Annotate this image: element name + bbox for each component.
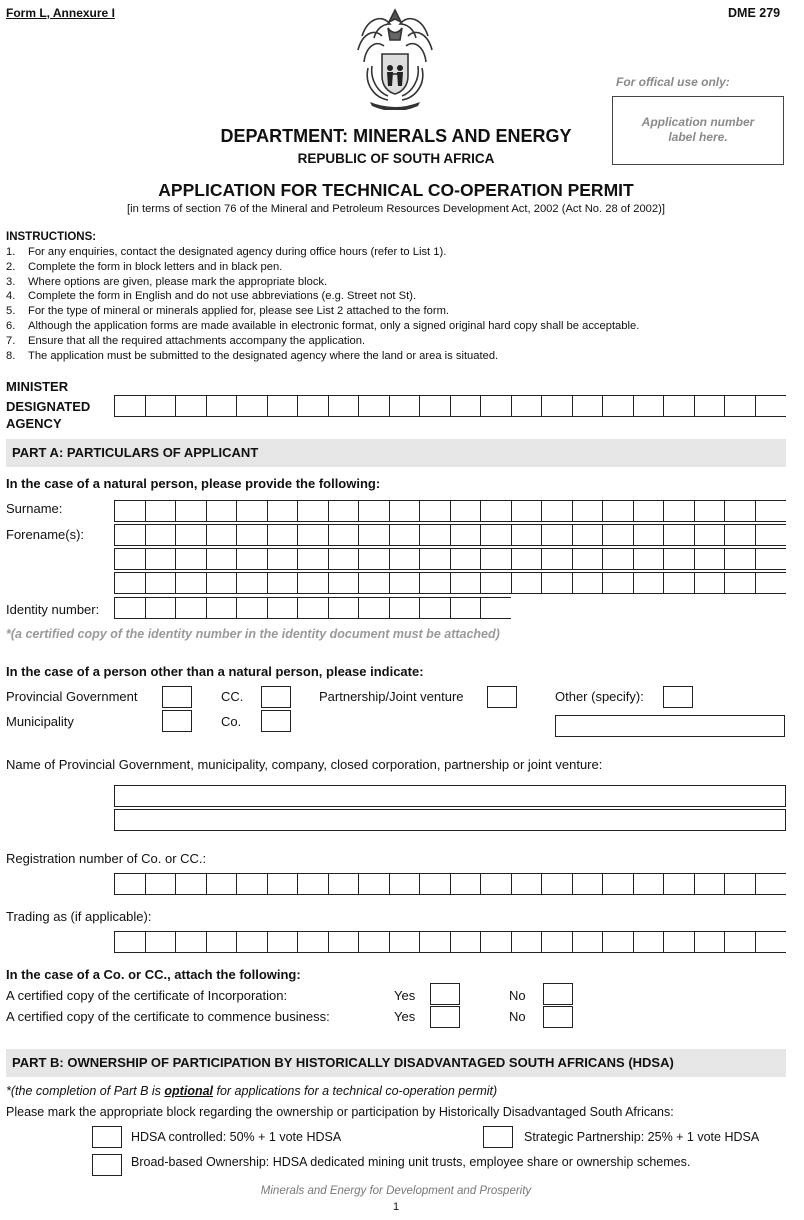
department-title: DEPARTMENT: MINERALS AND ENERGY: [220, 126, 572, 146]
block-letter-cell[interactable]: [725, 501, 756, 521]
instruction-item: [6, 289, 639, 304]
block-letter-cell[interactable]: [146, 396, 177, 416]
block-letter-cell[interactable]: [268, 932, 299, 952]
instruction-text: Complete the form in English and do not use abbreviations (e.g. Street not St).: [28, 290, 417, 303]
instructions-list: [6, 245, 639, 363]
block-letter-cell[interactable]: [420, 874, 451, 894]
block-letter-cell[interactable]: [603, 396, 634, 416]
block-letter-cell[interactable]: [237, 573, 268, 593]
block-letter-cell[interactable]: [359, 396, 390, 416]
block-letter-cell[interactable]: [298, 549, 329, 569]
block-letter-cell[interactable]: [451, 549, 482, 569]
entity-name-field-row1[interactable]: [114, 785, 786, 807]
block-letter-cell[interactable]: [481, 932, 512, 952]
block-letter-cell[interactable]: [146, 874, 177, 894]
block-letter-cell[interactable]: [725, 573, 756, 593]
block-letter-cell[interactable]: [176, 598, 207, 618]
block-letter-cell[interactable]: [390, 573, 421, 593]
natural-person-heading: In the case of a natural person, please provide the following:: [6, 476, 381, 491]
hdsa-controlled-label: HDSA controlled: 50% + 1 vote HDSA: [131, 1130, 342, 1144]
part-b-note-post: for applications for a technical co-operation permit): [213, 1084, 498, 1098]
block-letter-cell[interactable]: [634, 525, 665, 545]
block-letter-cell[interactable]: [115, 932, 146, 952]
block-letter-cell[interactable]: [176, 549, 207, 569]
block-letter-cell[interactable]: [451, 598, 482, 618]
block-letter-cell[interactable]: [481, 396, 512, 416]
block-letter-cell[interactable]: [146, 525, 177, 545]
block-letter-cell[interactable]: [756, 573, 787, 593]
block-letter-cell[interactable]: [603, 932, 634, 952]
block-letter-cell[interactable]: [115, 874, 146, 894]
block-letter-cell[interactable]: [420, 932, 451, 952]
coat-of-arms-logo: [352, 6, 438, 110]
trading-as-label: Trading as (if applicable):: [6, 909, 152, 924]
block-letter-cell[interactable]: [603, 549, 634, 569]
instruction-text: Ensure that all the required attachments accompany the application.: [28, 334, 366, 347]
block-letter-cell[interactable]: [176, 573, 207, 593]
page-number: 1: [392, 1201, 400, 1213]
strategic-partnership-label: Strategic Partnership: 25% + 1 vote HDSA: [524, 1130, 760, 1144]
block-letter-cell[interactable]: [146, 598, 177, 618]
block-letter-cell[interactable]: [359, 573, 390, 593]
block-letter-cell[interactable]: [542, 874, 573, 894]
identity-note: *(a certified copy of the identity number in the identity document must be attached): [6, 627, 500, 641]
block-letter-cell[interactable]: [756, 932, 787, 952]
block-letter-cell[interactable]: [207, 932, 238, 952]
block-letter-cell[interactable]: [298, 525, 329, 545]
block-letter-cell[interactable]: [542, 525, 573, 545]
cert-incorporation-no-label: No: [509, 988, 526, 1003]
strategic-partnership-checkbox[interactable]: [483, 1126, 513, 1148]
block-letter-cell[interactable]: [390, 598, 421, 618]
block-letter-cell[interactable]: [207, 396, 238, 416]
block-letter-cell[interactable]: [298, 501, 329, 521]
block-letter-cell[interactable]: [664, 874, 695, 894]
partnership-checkbox[interactable]: [487, 686, 517, 708]
block-letter-cell[interactable]: [542, 573, 573, 593]
footer-slogan: Minerals and Energy for Development and Prosperity: [260, 1185, 532, 1197]
cert-commence-label: A certified copy of the certificate to commence business:: [6, 1009, 330, 1024]
form-title: APPLICATION FOR TECHNICAL CO-OPERATION PERMIT: [158, 180, 634, 200]
block-letter-cell[interactable]: [664, 573, 695, 593]
block-letter-cell[interactable]: [268, 396, 299, 416]
agency-label: AGENCY: [6, 416, 62, 431]
part-b-heading: PART B: OWNERSHIP OF PARTICIPATION BY HISTORICALLY DISADVANTAGED SOUTH AFRICANS (HDSA): [12, 1055, 674, 1070]
block-letter-cell[interactable]: [481, 874, 512, 894]
part-b-heading-band: [6, 1049, 786, 1077]
identity-number-label: Identity number:: [6, 602, 100, 617]
instruction-text: The application must be submitted to the designated agency where the land or area is situated.: [28, 349, 499, 362]
instruction-number: 2.: [6, 260, 16, 273]
block-letter-cell[interactable]: [268, 501, 299, 521]
block-letter-cell[interactable]: [603, 874, 634, 894]
block-letter-cell[interactable]: [115, 598, 146, 618]
block-letter-cell[interactable]: [481, 598, 512, 618]
instruction-number: 6.: [6, 319, 16, 332]
block-letter-cell[interactable]: [481, 549, 512, 569]
block-letter-cell[interactable]: [390, 874, 421, 894]
surname-input[interactable]: [114, 500, 786, 522]
block-letter-cell[interactable]: [146, 501, 177, 521]
other-checkbox[interactable]: [663, 686, 693, 708]
minister-label: MINISTER: [6, 379, 69, 394]
block-letter-cell[interactable]: [115, 396, 146, 416]
block-letter-cell[interactable]: [329, 874, 360, 894]
block-letter-cell[interactable]: [542, 501, 573, 521]
block-letter-cell[interactable]: [237, 874, 268, 894]
block-letter-cell[interactable]: [634, 874, 665, 894]
block-letter-cell[interactable]: [451, 932, 482, 952]
instruction-number: 8.: [6, 349, 16, 362]
block-letter-cell[interactable]: [634, 549, 665, 569]
block-letter-cell[interactable]: [359, 501, 390, 521]
cert-incorporation-no-checkbox[interactable]: [543, 983, 573, 1005]
block-letter-cell[interactable]: [542, 549, 573, 569]
block-letter-cell[interactable]: [237, 525, 268, 545]
block-letter-cell[interactable]: [329, 396, 360, 416]
block-letter-cell[interactable]: [207, 874, 238, 894]
forenames-input-row3[interactable]: [114, 572, 786, 594]
block-letter-cell[interactable]: [359, 598, 390, 618]
instruction-item: [6, 304, 639, 319]
block-letter-cell[interactable]: [451, 874, 482, 894]
block-letter-cell[interactable]: [756, 874, 787, 894]
block-letter-cell[interactable]: [420, 573, 451, 593]
provincial-government-label: Provincial Government: [6, 689, 138, 704]
block-letter-cell[interactable]: [725, 874, 756, 894]
block-letter-cell[interactable]: [359, 525, 390, 545]
block-letter-cell[interactable]: [664, 525, 695, 545]
republic-subtitle: REPUBLIC OF SOUTH AFRICA: [297, 151, 495, 166]
block-letter-cell[interactable]: [420, 525, 451, 545]
label-box-line1: Application number: [641, 115, 755, 129]
block-letter-cell[interactable]: [298, 932, 329, 952]
block-letter-cell[interactable]: [390, 396, 421, 416]
block-letter-cell[interactable]: [512, 501, 543, 521]
instruction-text: For the type of mineral or minerals applied for, please see List 2 attached to the form.: [28, 305, 449, 318]
entity-name-label: Name of Provincial Government, municipality, company, closed corporation, partnership or joint venture:: [6, 757, 603, 772]
official-use-label: For offical use only:: [616, 75, 730, 89]
block-letter-cell[interactable]: [329, 932, 360, 952]
block-letter-cell[interactable]: [237, 396, 268, 416]
block-letter-cell[interactable]: [603, 525, 634, 545]
block-letter-cell[interactable]: [725, 525, 756, 545]
designated-label: DESIGNATED: [6, 399, 91, 414]
block-letter-cell[interactable]: [481, 501, 512, 521]
block-letter-cell[interactable]: [512, 932, 543, 952]
block-letter-cell[interactable]: [664, 932, 695, 952]
instruction-number: 3.: [6, 275, 16, 288]
instruction-item: [6, 319, 639, 334]
broad-based-label: Broad-based Ownership: HDSA dedicated mining unit trusts, employee share or ownership schemes.: [131, 1155, 691, 1169]
block-letter-cell[interactable]: [298, 598, 329, 618]
block-letter-cell[interactable]: [634, 396, 665, 416]
block-letter-cell[interactable]: [756, 549, 787, 569]
instruction-text: For any enquiries, contact the designated agency during office hours (refer to List 1).: [28, 246, 447, 258]
block-letter-cell[interactable]: [451, 573, 482, 593]
co-label: Co.: [221, 714, 242, 729]
attach-heading: In the case of a Co. or CC., attach the following:: [6, 967, 301, 982]
block-letter-cell[interactable]: [634, 573, 665, 593]
block-letter-cell[interactable]: [451, 501, 482, 521]
cert-incorporation-yes-label: Yes: [394, 988, 416, 1003]
block-letter-cell[interactable]: [298, 874, 329, 894]
block-letter-cell[interactable]: [695, 525, 726, 545]
block-letter-cell[interactable]: [329, 573, 360, 593]
block-letter-cell[interactable]: [115, 501, 146, 521]
cert-incorporation-yes-checkbox[interactable]: [430, 983, 460, 1005]
block-letter-cell[interactable]: [573, 874, 604, 894]
hdsa-controlled-checkbox[interactable]: [92, 1126, 122, 1148]
block-letter-cell[interactable]: [695, 932, 726, 952]
block-letter-cell[interactable]: [390, 549, 421, 569]
block-letter-cell[interactable]: [512, 525, 543, 545]
co-checkbox[interactable]: [261, 710, 291, 732]
block-letter-cell[interactable]: [573, 573, 604, 593]
cc-checkbox[interactable]: [261, 686, 291, 708]
block-letter-cell[interactable]: [756, 396, 787, 416]
block-letter-cell[interactable]: [512, 549, 543, 569]
block-letter-cell[interactable]: [115, 549, 146, 569]
block-letter-cell[interactable]: [329, 598, 360, 618]
block-letter-cell[interactable]: [756, 501, 787, 521]
other-specify-field[interactable]: [555, 715, 785, 737]
block-letter-cell[interactable]: [512, 573, 543, 593]
block-letter-cell[interactable]: [115, 573, 146, 593]
identity-number-input[interactable]: [114, 597, 511, 619]
provincial-government-checkbox[interactable]: [162, 686, 192, 708]
municipality-label: Municipality: [6, 714, 74, 729]
instruction-item: [6, 275, 639, 290]
part-b-note-pre: *(the completion of Part B is: [6, 1084, 165, 1098]
other-specify-label: Other (specify):: [555, 689, 644, 704]
block-letter-cell[interactable]: [268, 549, 299, 569]
block-letter-cell[interactable]: [176, 525, 207, 545]
block-letter-cell[interactable]: [725, 549, 756, 569]
instruction-text: Although the application forms are made available in electronic format, only a signed original hard copy shall be acceptable.: [28, 319, 640, 332]
block-letter-cell[interactable]: [298, 396, 329, 416]
instruction-number: 1.: [6, 246, 16, 258]
block-letter-cell[interactable]: [207, 549, 238, 569]
block-letter-cell[interactable]: [664, 501, 695, 521]
forenames-input-row2[interactable]: [114, 548, 786, 570]
cert-commence-no-checkbox[interactable]: [543, 1006, 573, 1028]
cert-commence-yes-checkbox[interactable]: [430, 1006, 460, 1028]
block-letter-cell[interactable]: [451, 525, 482, 545]
block-letter-cell[interactable]: [512, 874, 543, 894]
instruction-item: [6, 349, 639, 364]
block-letter-cell[interactable]: [329, 549, 360, 569]
block-letter-cell[interactable]: [695, 573, 726, 593]
block-letter-cell[interactable]: [268, 598, 299, 618]
block-letter-cell[interactable]: [207, 501, 238, 521]
registration-number-label: Registration number of Co. or CC.:: [6, 851, 207, 866]
block-letter-cell[interactable]: [359, 932, 390, 952]
broad-based-checkbox[interactable]: [92, 1154, 122, 1176]
block-letter-cell[interactable]: [390, 932, 421, 952]
entity-name-field-row2[interactable]: [114, 809, 786, 831]
instruction-number: 5.: [6, 305, 16, 318]
part-a-heading: PART A: PARTICULARS OF APPLICANT: [12, 445, 259, 460]
block-letter-cell[interactable]: [481, 525, 512, 545]
block-letter-cell[interactable]: [176, 501, 207, 521]
block-letter-cell[interactable]: [390, 501, 421, 521]
block-letter-cell[interactable]: [664, 549, 695, 569]
surname-label: Surname:: [6, 501, 63, 516]
instructions-heading: INSTRUCTIONS:: [6, 231, 97, 243]
block-letter-cell[interactable]: [664, 396, 695, 416]
block-letter-cell[interactable]: [573, 549, 604, 569]
block-letter-cell[interactable]: [176, 874, 207, 894]
partnership-label: Partnership/Joint venture: [319, 689, 464, 704]
block-letter-cell[interactable]: [725, 396, 756, 416]
instruction-number: 4.: [6, 290, 16, 303]
block-letter-cell[interactable]: [237, 549, 268, 569]
cc-label: CC.: [221, 689, 244, 704]
block-letter-cell[interactable]: [298, 573, 329, 593]
instruction-text: Where options are given, please mark the appropriate block.: [28, 275, 328, 288]
block-letter-cell[interactable]: [542, 932, 573, 952]
block-letter-cell[interactable]: [756, 525, 787, 545]
block-letter-cell[interactable]: [146, 573, 177, 593]
block-letter-cell[interactable]: [329, 525, 360, 545]
block-letter-cell[interactable]: [695, 396, 726, 416]
form-reference: Form L, Annexure I: [6, 6, 115, 20]
instruction-item: [6, 245, 639, 260]
block-letter-cell[interactable]: [634, 932, 665, 952]
block-letter-cell[interactable]: [207, 525, 238, 545]
part-a-heading-band: [6, 439, 786, 467]
block-letter-cell[interactable]: [329, 501, 360, 521]
instruction-item: [6, 260, 639, 275]
block-letter-cell[interactable]: [176, 396, 207, 416]
block-letter-cell[interactable]: [695, 549, 726, 569]
part-b-note: [6, 1084, 497, 1098]
block-letter-cell[interactable]: [420, 549, 451, 569]
block-letter-cell[interactable]: [237, 501, 268, 521]
municipality-checkbox[interactable]: [162, 710, 192, 732]
block-letter-cell[interactable]: [451, 396, 482, 416]
block-letter-cell[interactable]: [420, 598, 451, 618]
block-letter-cell[interactable]: [695, 874, 726, 894]
block-letter-cell[interactable]: [359, 874, 390, 894]
block-letter-cell[interactable]: [207, 598, 238, 618]
block-letter-cell[interactable]: [146, 549, 177, 569]
form-subtitle: [in terms of section 76 of the Mineral and Petroleum Resources Development Act, 2002 (Act No. 28 of 2002)]: [127, 203, 665, 215]
other-person-heading: In the case of a person other than a natural person, please indicate:: [6, 664, 424, 679]
block-letter-cell[interactable]: [725, 932, 756, 952]
block-letter-cell[interactable]: [359, 549, 390, 569]
designated-agency-input[interactable]: [114, 395, 786, 417]
block-letter-cell[interactable]: [634, 501, 665, 521]
block-letter-cell[interactable]: [573, 932, 604, 952]
instruction-text: Complete the form in block letters and in black pen.: [28, 260, 283, 273]
block-letter-cell[interactable]: [268, 874, 299, 894]
block-letter-cell[interactable]: [237, 932, 268, 952]
cert-commence-no-label: No: [509, 1009, 526, 1024]
trading-as-input[interactable]: [114, 931, 786, 953]
block-letter-cell[interactable]: [573, 396, 604, 416]
cert-commence-yes-label: Yes: [394, 1009, 416, 1024]
instruction-number: 7.: [6, 334, 16, 347]
block-letter-cell[interactable]: [512, 396, 543, 416]
block-letter-cell[interactable]: [115, 525, 146, 545]
block-letter-cell[interactable]: [603, 501, 634, 521]
block-letter-cell[interactable]: [603, 573, 634, 593]
forenames-label: Forename(s):: [6, 527, 85, 542]
block-letter-cell[interactable]: [695, 501, 726, 521]
part-b-note-optional: optional: [164, 1084, 214, 1098]
block-letter-cell[interactable]: [268, 573, 299, 593]
block-letter-cell[interactable]: [207, 573, 238, 593]
block-letter-cell[interactable]: [481, 573, 512, 593]
block-letter-cell[interactable]: [573, 501, 604, 521]
block-letter-cell[interactable]: [573, 525, 604, 545]
block-letter-cell[interactable]: [176, 932, 207, 952]
block-letter-cell[interactable]: [542, 396, 573, 416]
block-letter-cell[interactable]: [146, 932, 177, 952]
registration-number-input[interactable]: [114, 873, 786, 895]
instruction-item: [6, 334, 639, 349]
block-letter-cell[interactable]: [390, 525, 421, 545]
cert-incorporation-label: A certified copy of the certificate of Incorporation:: [6, 988, 288, 1003]
block-letter-cell[interactable]: [420, 501, 451, 521]
form-code: DME 279: [728, 6, 781, 20]
block-letter-cell[interactable]: [237, 598, 268, 618]
label-box-line2: label here.: [668, 130, 728, 144]
part-b-instruction: Please mark the appropriate block regarding the ownership or participation by Historically Disadvantaged South Africans:: [6, 1105, 674, 1119]
block-letter-cell[interactable]: [420, 396, 451, 416]
forenames-input-row1[interactable]: [114, 524, 786, 546]
block-letter-cell[interactable]: [268, 525, 299, 545]
